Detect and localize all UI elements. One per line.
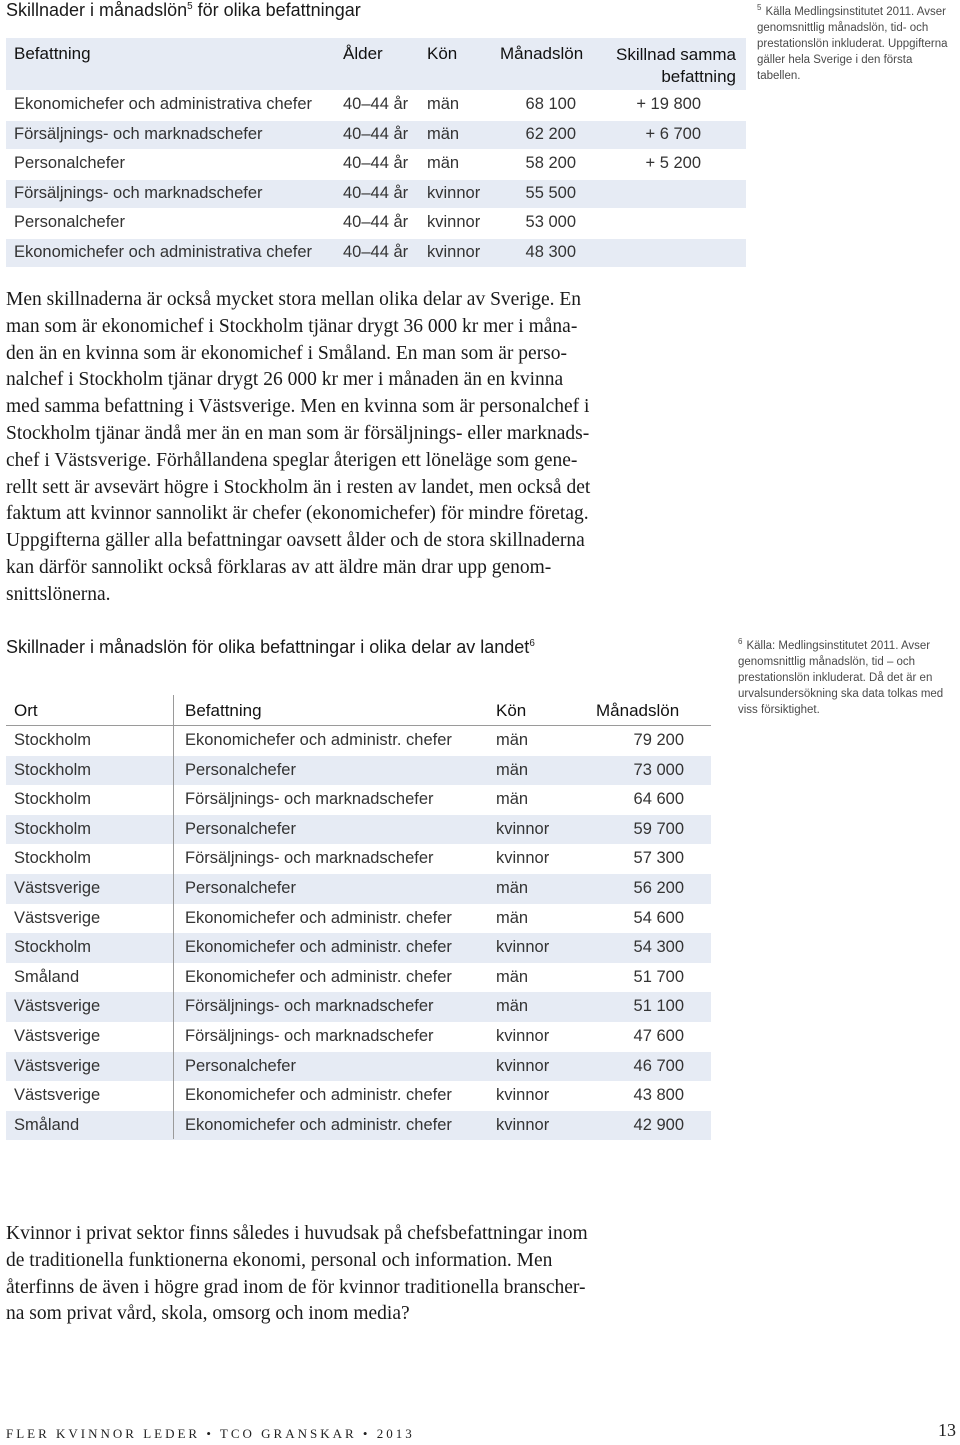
header-ort: Ort	[14, 701, 38, 720]
table-row	[6, 785, 711, 815]
text-line: faktum att kvinnor sannolikt är chefer (ekonomichefer) för mindre företag.	[6, 503, 589, 525]
text-line: Men skillnaderna är också mycket stora mellan olika delar av Sverige. En	[6, 289, 582, 310]
cell-ort: Stockholm	[14, 938, 92, 957]
text-line: med samma befattning i Västsverige. Men en kvinna som är personalchef i	[6, 396, 590, 418]
footnote-5: $^5$ Källa Medlingsinstitutet 2011. Avser genomsnittlig månadslön, tid- och prestationslön inkluderat. Uppgifterna gäller hela Sverige i den första tabellen.	[757, 3, 948, 82]
table-row	[6, 963, 711, 993]
table-row	[6, 90, 746, 120]
table-row	[6, 904, 711, 934]
cell-befattning: Försäljnings- och marknadschefer	[14, 183, 263, 202]
table-row	[6, 992, 711, 1022]
header-kon: Kön	[427, 44, 458, 63]
cell-kon: kvinnor	[427, 183, 481, 202]
cell-kon: män	[496, 997, 529, 1016]
cell-manadslon: 62 200	[525, 124, 576, 143]
text-line: nalchef i Stockholm tjänar drygt 26 000 kr mer i månaden än en kvinna	[6, 369, 564, 391]
cell-befattning: Personalchefer	[14, 154, 125, 172]
table2	[6, 695, 711, 1140]
cell-manadslon: 59 700	[633, 819, 684, 838]
cell-manadslon: 54 600	[633, 908, 684, 927]
table-row	[6, 844, 711, 874]
text-line: återfinns de även i högre grad inom de för kvinnor traditionella branscher-	[6, 1276, 586, 1298]
cell-befattning: Ekonomichefer och administr. chefer	[185, 1115, 452, 1134]
page-number: 13	[938, 1420, 956, 1440]
text-line: Kvinnor i privat sektor finns således i huvudsak på chefsbefattningar inom	[6, 1223, 588, 1244]
header-befattning: Befattning	[14, 44, 91, 63]
cell-ort: Västsverige	[14, 878, 101, 897]
body-paragraph-2	[6, 1221, 726, 1328]
text-line: Stockholm tjänar ändå mer än en man som är försäljnings- eller marknads-	[6, 422, 590, 444]
cell-manadslon: 79 200	[633, 731, 684, 749]
cell-kon: män	[496, 908, 529, 927]
cell-kon: män	[496, 731, 529, 749]
table1-body	[6, 90, 746, 267]
cell-manadslon: 51 700	[633, 967, 684, 986]
cell-manadslon: 51 100	[633, 997, 684, 1016]
cell-manadslon: 46 700	[633, 1056, 684, 1075]
cell-kon: män	[427, 154, 460, 172]
cell-alder: 40–44 år	[343, 154, 409, 172]
cell-manadslon: 48 300	[525, 242, 576, 261]
text-line: den än en kvinna som är ekonomichef i Småland. En man som är perso-	[6, 342, 568, 364]
table1-header	[6, 38, 746, 90]
text-line: de traditionella funktionerna ekonomi, personal och information. Men	[6, 1249, 553, 1271]
cell-kon: män	[496, 967, 529, 986]
cell-kon: kvinnor	[496, 819, 550, 838]
cell-alder: 40–44 år	[343, 242, 409, 261]
cell-kon: kvinnor	[496, 849, 550, 868]
cell-befattning: Försäljnings- och marknadschefer	[185, 790, 434, 809]
cell-kon: män	[427, 124, 460, 143]
cell-kon: män	[496, 790, 529, 809]
table-row	[6, 120, 746, 150]
text-line: chef i Västsverige. Förhållandena speglar återigen ett löneläge som gene-	[6, 449, 578, 471]
cell-ort: Västsverige	[14, 1026, 101, 1045]
cell-befattning: Försäljnings- och marknadschefer	[185, 1026, 434, 1045]
table-row	[6, 726, 711, 756]
text-line: snittslönerna.	[6, 583, 111, 605]
cell-befattning: Personalchefer	[185, 819, 296, 838]
text-line: man som är ekonomichef i Stockholm tjänar drygt 36 000 kr mer i måna-	[6, 315, 578, 337]
cell-manadslon: 43 800	[633, 1086, 684, 1105]
table-row	[6, 756, 711, 786]
cell-kon: kvinnor	[496, 1115, 550, 1134]
text-line: na som privat vård, skola, omsorg och inom media?	[6, 1303, 410, 1325]
cell-manadslon: 68 100	[525, 95, 576, 113]
cell-kon: kvinnor	[496, 1056, 550, 1075]
table-row	[6, 815, 711, 845]
cell-kon: män	[496, 878, 529, 897]
cell-manadslon: 47 600	[633, 1026, 684, 1045]
cell-kon: kvinnor	[496, 938, 550, 957]
cell-kon: kvinnor	[496, 1086, 550, 1105]
table2-header	[6, 695, 711, 726]
cell-alder: 40–44 år	[343, 183, 409, 202]
table-row	[6, 933, 711, 963]
header-alder: Ålder	[343, 44, 383, 63]
text-line: rellt sett är avsevärt högre i Stockholm än i resten av landet, men också det	[6, 476, 591, 498]
cell-ort: Västsverige	[14, 908, 101, 927]
table-row	[6, 208, 746, 238]
cell-befattning: Personalchefer	[14, 213, 125, 231]
cell-manadslon: 55 500	[525, 183, 576, 202]
cell-befattning: Ekonomichefer och administrativa chefer	[14, 95, 313, 113]
cell-kon: kvinnor	[427, 213, 481, 231]
cell-befattning: Ekonomichefer och administr. chefer	[185, 1086, 452, 1105]
cell-alder: 40–44 år	[343, 95, 409, 113]
cell-befattning: Personalchefer	[185, 760, 296, 779]
cell-ort: Stockholm	[14, 731, 92, 749]
cell-ort: Stockholm	[14, 849, 92, 868]
cell-manadslon: 53 000	[525, 213, 576, 231]
table1	[6, 38, 746, 267]
cell-manadslon: 58 200	[525, 154, 576, 172]
table-row	[6, 238, 746, 268]
cell-befattning: Ekonomichefer och administr. chefer	[185, 731, 452, 749]
table2-column-divider	[173, 695, 174, 1139]
cell-ort: Stockholm	[14, 819, 92, 838]
cell-manadslon: 42 900	[633, 1115, 684, 1134]
cell-ort: Västsverige	[14, 1056, 101, 1075]
cell-skillnad: + 19 800	[636, 95, 701, 113]
cell-kon: kvinnor	[427, 242, 481, 261]
cell-befattning: Ekonomichefer och administr. chefer	[185, 967, 452, 986]
cell-befattning: Försäljnings- och marknadschefer	[14, 124, 263, 143]
table-row	[6, 1022, 711, 1052]
cell-alder: 40–44 år	[343, 213, 409, 231]
footnote-6: $^6$ Källa: Medlingsinstitutet 2011. Avser genomsnittlig månadslön, tid – och prestationslön inkluderat. Då det är en urvalsundersökning ska data tolkas med viss försiktighet.	[738, 637, 944, 716]
table1-title: Skillnader i månadslön$^5$ för olika befattningar	[6, 0, 361, 20]
header-befattning-2: Befattning	[185, 701, 262, 720]
header-skillnad: Skillnad samma befattning	[616, 45, 736, 86]
table-row	[6, 1111, 711, 1141]
text-line: Uppgifterna gäller alla befattningar oavsett ålder och de stora skillnaderna	[6, 530, 585, 552]
cell-befattning: Försäljnings- och marknadschefer	[185, 997, 434, 1016]
body-paragraph-1	[6, 287, 726, 609]
table-row	[6, 1052, 711, 1082]
cell-skillnad: + 6 700	[645, 124, 701, 143]
cell-befattning: Ekonomichefer och administrativa chefer	[14, 242, 313, 261]
cell-kon: män	[427, 95, 460, 113]
table-row	[6, 1081, 711, 1111]
text-line: kan därför sannolikt också förklaras av att äldre män drar upp genom-	[6, 556, 552, 578]
cell-befattning: Personalchefer	[185, 1056, 296, 1075]
header-manadslon-2: Månadslön	[596, 701, 680, 720]
cell-befattning: Personalchefer	[185, 878, 296, 897]
table-row	[6, 874, 711, 904]
cell-manadslon: 64 600	[633, 790, 684, 809]
cell-manadslon: 56 200	[633, 878, 684, 897]
cell-skillnad: + 5 200	[645, 154, 701, 172]
cell-ort: Stockholm	[14, 760, 92, 779]
header-manadslon: Månadslön	[500, 44, 584, 63]
cell-befattning: Ekonomichefer och administr. chefer	[185, 938, 452, 957]
table2-title: Skillnader i månadslön för olika befattningar i olika delar av landet$^6$	[6, 637, 535, 657]
table-row	[6, 149, 746, 179]
table-row	[6, 179, 746, 209]
cell-manadslon: 73 000	[633, 760, 684, 779]
cell-manadslon: 57 300	[633, 849, 684, 868]
cell-ort: Småland	[14, 1115, 80, 1134]
page-footer: FLER KVINNOR LEDER • TCO GRANSKAR • 2013	[6, 1426, 415, 1441]
cell-ort: Småland	[14, 967, 80, 986]
cell-alder: 40–44 år	[343, 124, 409, 143]
cell-kon: män	[496, 760, 529, 779]
cell-befattning: Försäljnings- och marknadschefer	[185, 849, 434, 868]
cell-ort: Västsverige	[14, 997, 101, 1016]
cell-befattning: Ekonomichefer och administr. chefer	[185, 908, 452, 927]
cell-ort: Stockholm	[14, 790, 92, 809]
cell-manadslon: 54 300	[633, 938, 684, 957]
cell-kon: kvinnor	[496, 1026, 550, 1045]
table2-body	[6, 726, 711, 1140]
cell-ort: Västsverige	[14, 1086, 101, 1105]
header-kon-2: Kön	[496, 701, 527, 720]
